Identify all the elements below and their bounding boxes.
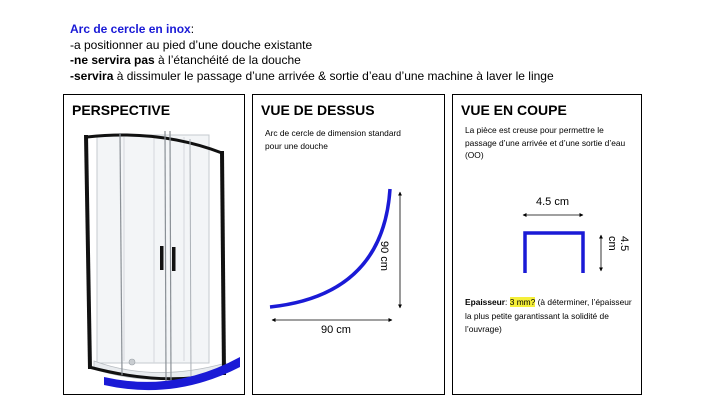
section-height-label: 4.5 cm <box>606 236 630 252</box>
handle-left-icon <box>160 246 164 270</box>
intro-heading-colon: : <box>190 22 195 36</box>
arc-top-view <box>270 189 390 307</box>
intro-line-3-rest: à dissimuler le passage d’une arrivée & sortie d’eau d’une machine à laver le linge <box>113 68 554 83</box>
top-view-depth-label: 90 cm <box>378 241 390 271</box>
section-view-panel <box>452 94 642 395</box>
thickness-note <box>465 296 635 337</box>
top-view-diagram <box>253 95 446 396</box>
thickness-colon: : <box>505 297 510 307</box>
top-view-width-label: 90 cm <box>321 324 351 336</box>
thickness-note-text: (à déterminer, l’épaisseur la plus petite garantissant la solidité de l’ouvrage) <box>465 297 632 334</box>
shower-perspective-illustration <box>64 95 246 396</box>
intro-line-3 <box>70 69 554 85</box>
section-view-title: VUE EN COUPE <box>461 102 567 118</box>
intro-line-2-bold: -ne servira pas <box>70 53 155 67</box>
perspective-title: PERSPECTIVE <box>72 102 171 118</box>
intro-line-2 <box>70 53 554 69</box>
perspective-panel <box>63 94 245 395</box>
intro-heading: Arc de cercle en inox <box>70 22 191 36</box>
intro-line-1: -a positionner au pied d’une douche existante <box>70 37 313 52</box>
handle-right-icon <box>172 247 176 271</box>
thickness-label: Epaisseur <box>465 297 506 307</box>
top-view-description: Arc de cercle de dimension standard pour une douche <box>265 128 401 151</box>
intro-line-2-rest: à l’étanchéité de la douche <box>154 53 301 67</box>
section-width-label: 4.5 cm <box>536 196 570 208</box>
intro-text <box>70 22 554 84</box>
section-view-description: La pièce est creuse pour permettre le passage d’une arrivée et d’une sortie d’eau (OO) <box>465 125 626 160</box>
top-view-title: VUE DE DESSUS <box>261 102 375 118</box>
top-view-panel <box>252 94 445 395</box>
thickness-value: 3 mm? <box>509 297 536 307</box>
u-profile-section <box>525 233 583 273</box>
intro-line-3-bold: -servira <box>70 68 114 83</box>
